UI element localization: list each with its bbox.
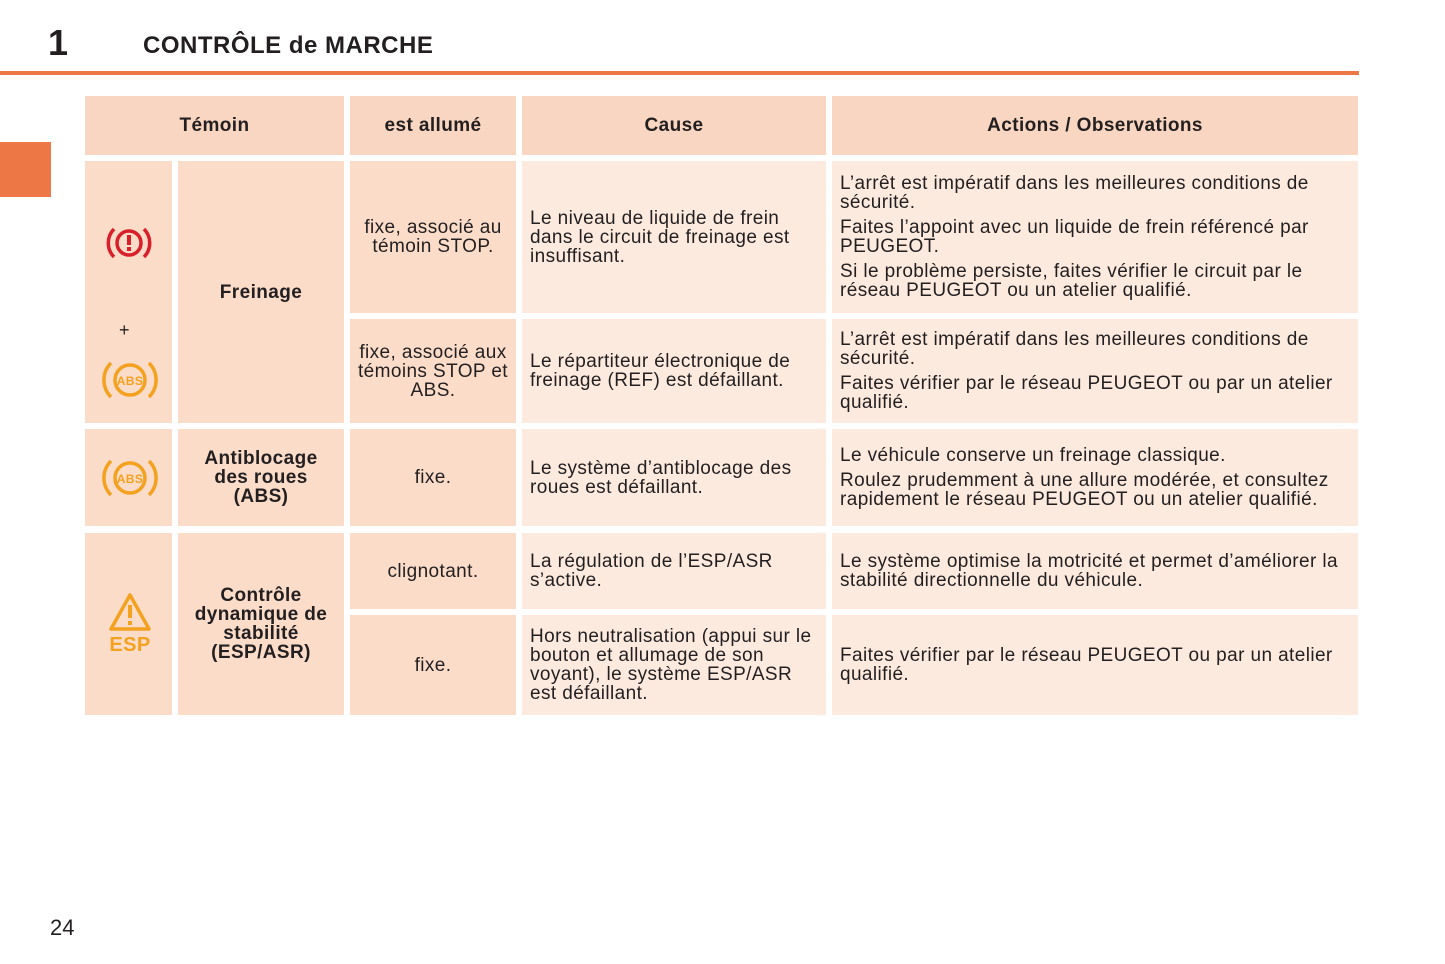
esp-label: ESP	[109, 634, 151, 656]
header-actions: Actions / Observations	[832, 96, 1358, 155]
actions-cell	[832, 533, 1358, 609]
actions-cell	[832, 161, 1358, 313]
icon-cell-freinage	[85, 161, 172, 423]
action-text: Le système optimise la motricité et permet d’améliorer la stabilité directionnelle du véhicule.	[840, 551, 1338, 591]
header-temoin: Témoin	[85, 96, 344, 155]
page-title: CONTRÔLE de MARCHE	[143, 32, 434, 59]
cause-cell: Le répartiteur électronique de freinage (REF) est défaillant.	[522, 319, 826, 423]
action-text: L’arrêt est impératif dans les meilleures conditions de sécurité.	[840, 329, 1309, 369]
system-name: Contrôle dynamique de stabilité (ESP/ASR)	[178, 533, 344, 715]
system-name: Antiblocage des roues (ABS)	[178, 429, 344, 526]
actions-cell	[832, 615, 1358, 715]
header-rule	[0, 71, 1359, 75]
plus-sign: +	[119, 320, 130, 340]
cause-cell: La régulation de l’ESP/ASR s’active.	[522, 533, 826, 609]
esp-warning-icon	[107, 591, 153, 657]
cause-cell: Le système d’antiblocage des roues est défaillant.	[522, 429, 826, 526]
brake-warning-icon	[106, 223, 152, 263]
header-cause: Cause	[522, 96, 826, 155]
action-text: Le véhicule conserve un freinage classique.	[840, 445, 1226, 466]
action-text: Faites vérifier par le réseau PEUGEOT ou par un atelier qualifié.	[840, 373, 1333, 413]
system-name: Freinage	[178, 161, 344, 423]
icon-cell-esp	[85, 533, 172, 715]
cause-cell: Le niveau de liquide de frein dans le circuit de freinage est insuffisant.	[522, 161, 826, 313]
icon-cell-abs	[85, 429, 172, 526]
action-text: Si le problème persiste, faites vérifier le circuit par le réseau PEUGEOT ou un atelier qualifié.	[840, 261, 1303, 301]
state-cell: fixe, associé au témoin STOP.	[350, 161, 516, 313]
chapter-number: 1	[48, 22, 69, 63]
page-number: 24	[50, 915, 75, 940]
actions-cell	[832, 319, 1358, 423]
state-cell: fixe.	[350, 615, 516, 715]
abs-warning-icon	[101, 357, 159, 403]
actions-cell	[832, 429, 1358, 526]
action-text: Faites vérifier par le réseau PEUGEOT ou par un atelier qualifié.	[840, 645, 1333, 685]
action-text: Faites l’appoint avec un liquide de frein référencé par PEUGEOT.	[840, 217, 1309, 257]
svg-text:ABS: ABS	[116, 374, 144, 388]
svg-text:ABS: ABS	[116, 472, 144, 486]
abs-warning-icon	[101, 455, 159, 501]
chapter-tab	[0, 142, 51, 197]
action-text: L’arrêt est impératif dans les meilleures conditions de sécurité.	[840, 173, 1309, 213]
state-cell: fixe, associé aux témoins STOP et ABS.	[350, 319, 516, 423]
cause-cell: Hors neutralisation (appui sur le bouton et allumage de son voyant), le système ESP/ASR est défaillant.	[522, 615, 826, 715]
state-cell: fixe.	[350, 429, 516, 526]
action-text: Roulez prudemment à une allure modérée, et consultez rapidement le réseau PEUGEOT ou un atelier qualifié.	[840, 470, 1329, 510]
header-est-allume: est allumé	[350, 96, 516, 155]
state-cell: clignotant.	[350, 533, 516, 609]
